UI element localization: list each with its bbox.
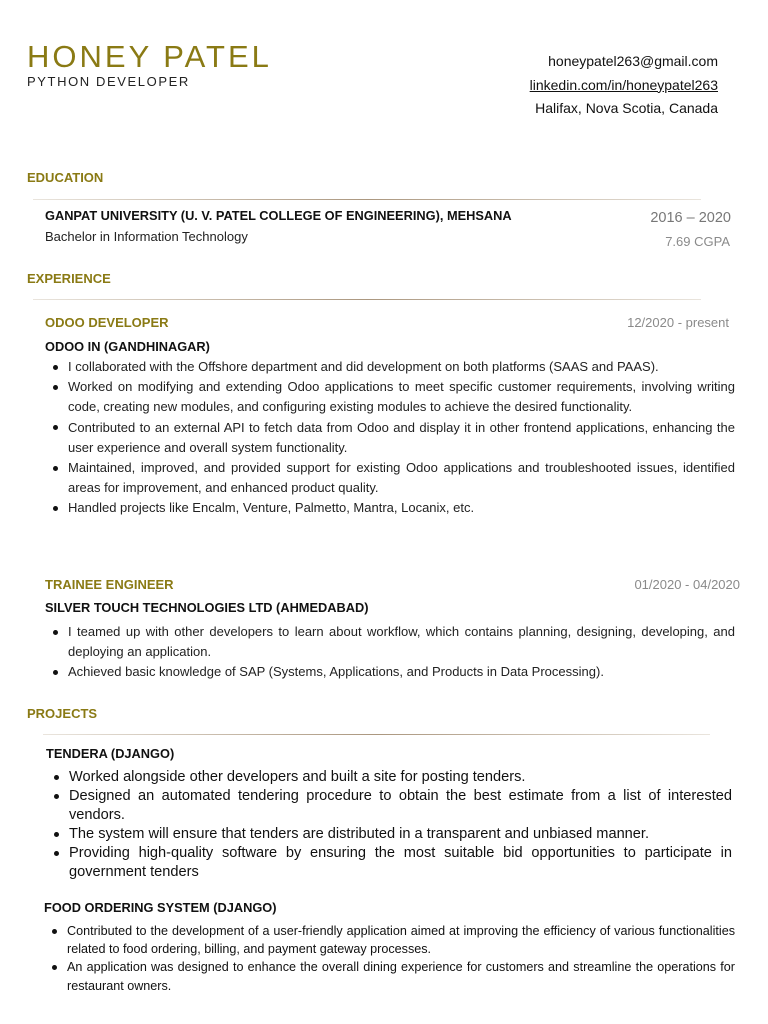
list-item: Handled projects like Encalm, Venture, Palmetto, Mantra, Locanix, etc. <box>45 498 735 518</box>
project-bullet-list <box>46 768 732 882</box>
company-name: SILVER TOUCH TECHNOLOGIES LTD (AHMEDABAD) <box>45 600 369 615</box>
education-gpa: 7.69 CGPA <box>665 234 730 249</box>
list-item: Providing high-quality software by ensuring the most suitable bid opportunities to participate in government tenders <box>46 844 732 882</box>
company-name: ODOO IN (GANDHINAGAR) <box>45 339 210 354</box>
candidate-title: PYTHON DEVELOPER <box>27 74 190 89</box>
list-item: An application was designed to enhance the overall dining experience for customers and streamline the operations for restaurant owners. <box>44 958 735 994</box>
location: Halifax, Nova Scotia, Canada <box>535 100 718 116</box>
job-title: ODOO DEVELOPER <box>45 315 169 330</box>
contact-block <box>530 50 718 121</box>
list-item: Worked on modifying and extending Odoo applications to meet specific customer requirements, involving writing code, creating new modules, and configuring existing modules to achieve the desired functionality. <box>45 377 735 417</box>
section-divider <box>43 734 710 735</box>
list-item: Designed an automated tendering procedure to obtain the best estimate from a list of interested vendors. <box>46 787 732 825</box>
education-years: 2016 – 2020 <box>650 210 731 226</box>
experience-heading: EXPERIENCE <box>27 271 111 286</box>
list-item: The system will ensure that tenders are distributed in a transparent and unbiased manner. <box>46 825 732 844</box>
job-bullet-list <box>45 622 735 683</box>
section-divider <box>33 299 701 300</box>
list-item: Maintained, improved, and provided support for existing Odoo applications and troubleshooted issues, identified areas for improvement, and enhanced product quality. <box>45 458 735 498</box>
list-item: Worked alongside other developers and built a site for posting tenders. <box>46 768 732 787</box>
project-name: FOOD ORDERING SYSTEM (DJANGO) <box>44 900 277 915</box>
education-heading: EDUCATION <box>27 170 104 185</box>
job-title: TRAINEE ENGINEER <box>45 577 174 592</box>
project-name: TENDERA (DJANGO) <box>46 746 175 761</box>
projects-heading: PROJECTS <box>27 706 98 721</box>
list-item: Achieved basic knowledge of SAP (Systems, Applications, and Products in Data Processing). <box>45 662 735 682</box>
candidate-name: HONEY PATEL <box>27 39 272 74</box>
list-item: I collaborated with the Offshore department and did development on both platforms (SAAS and PAAS). <box>45 357 735 377</box>
list-item: Contributed to the development of a user-friendly application aimed at improving the efficiency of various functionalities related to food ordering, billing, and payment gateway processes. <box>44 922 735 958</box>
email-address: honeypatel263@gmail.com <box>548 53 718 69</box>
linkedin-link[interactable]: linkedin.com/in/honeypatel263 <box>529 76 718 93</box>
list-item: I teamed up with other developers to learn about workflow, which contains planning, designing, developing, and deploying an application. <box>45 622 735 662</box>
list-item: Contributed to an external API to fetch data from Odoo and display it in other frontend applications, enhancing the user experience and overall system functionality. <box>45 418 735 458</box>
school-name: GANPAT UNIVERSITY (U. V. PATEL COLLEGE OF ENGINEERING), MEHSANA <box>45 208 512 223</box>
job-dates: 12/2020 - present <box>627 315 729 330</box>
section-divider <box>33 199 701 200</box>
project-bullet-list <box>44 922 735 995</box>
job-dates: 01/2020 - 04/2020 <box>634 577 740 592</box>
job-bullet-list <box>45 357 735 519</box>
degree: Bachelor in Information Technology <box>45 229 248 244</box>
